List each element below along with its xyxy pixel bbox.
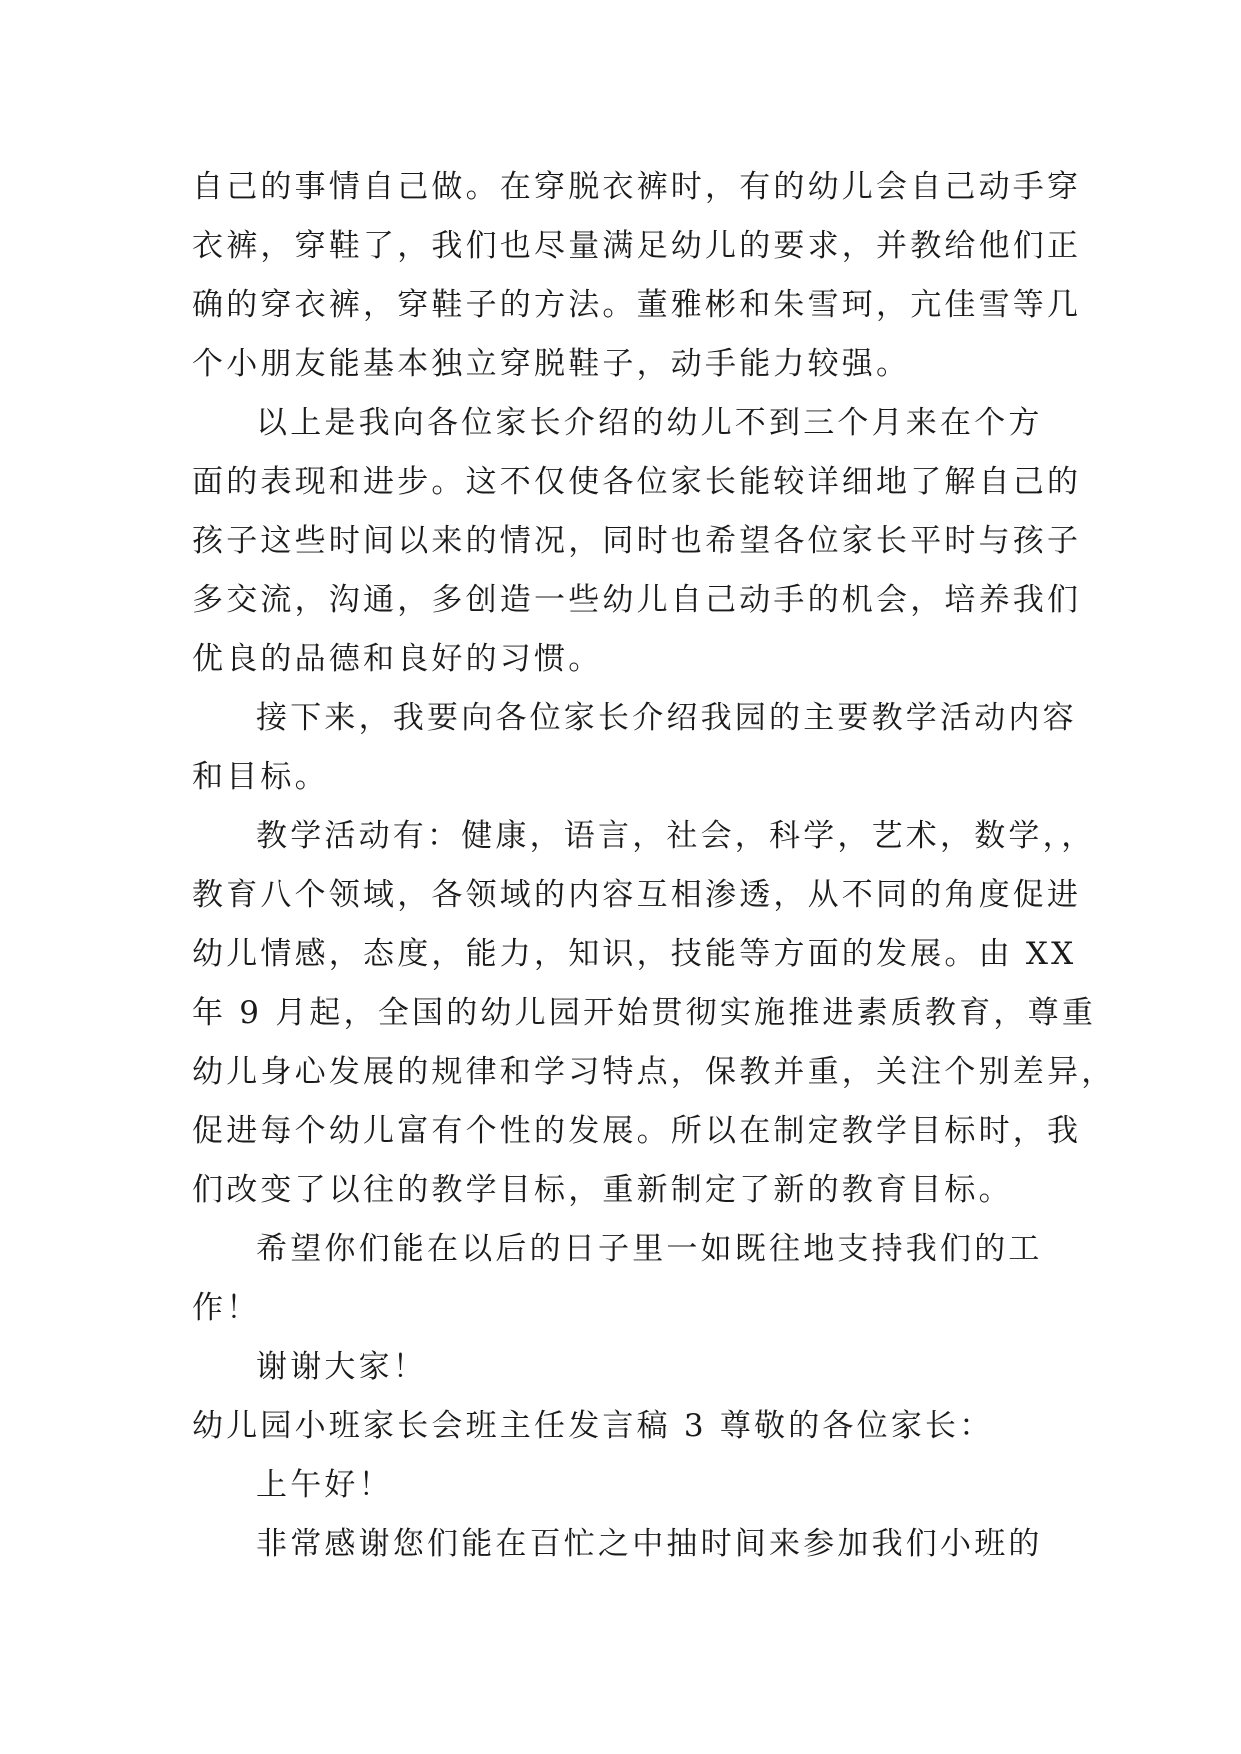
text-line: 上午好！	[256, 1467, 393, 1503]
text-line: 作！	[192, 1290, 261, 1326]
text-line: 孩子这些时间以来的情况，同时也希望各位家长平时与孩子	[192, 523, 1082, 559]
text-line: 多交流，沟通，多创造一些幼儿自己动手的机会，培养我们	[192, 582, 1082, 618]
text-line: 年 9 月起，全国的幼儿园开始贯彻实施推进素质教育，尊重	[192, 995, 1097, 1031]
text-line: 教育八个领域，各领域的内容互相渗透，从不同的角度促进	[192, 877, 1082, 913]
text-line: 们改变了以往的教学目标，重新制定了新的教育目标。	[192, 1172, 1013, 1208]
text-line: 和目标。	[192, 759, 329, 795]
text-line: 幼儿身心发展的规律和学习特点，保教并重，关注个别差异，	[192, 1054, 1116, 1090]
text-line: 幼儿情感，态度，能力，知识，技能等方面的发展。由 XX	[192, 936, 1077, 972]
text-line: 非常感谢您们能在百忙之中抽时间来参加我们小班的	[256, 1526, 1043, 1562]
text-line: 自己的事情自己做。在穿脱衣裤时，有的幼儿会自己动手穿	[192, 169, 1082, 205]
text-line: 个小朋友能基本独立穿脱鞋子，动手能力较强。	[192, 346, 911, 382]
text-line: 优良的品德和良好的习惯。	[192, 641, 603, 677]
text-line: 以上是我向各位家长介绍的幼儿不到三个月来在个方	[256, 405, 1043, 441]
text-line: 幼儿园小班家长会班主任发言稿 3 尊敬的各位家长：	[192, 1408, 994, 1444]
text-line: 接下来，我要向各位家长介绍我园的主要教学活动内容	[256, 700, 1077, 736]
text-line: 谢谢大家！	[256, 1349, 427, 1385]
text-line: 衣裤，穿鞋了，我们也尽量满足幼儿的要求，并教给他们正	[192, 228, 1082, 264]
text-line: 希望你们能在以后的日子里一如既往地支持我们的工	[256, 1231, 1043, 1267]
text-line: 面的表现和进步。这不仅使各位家长能较详细地了解自己的	[192, 464, 1082, 500]
document-body	[192, 158, 1116, 1574]
text-line: 教学活动有：健康，语言，社会，科学，艺术，数学，，	[256, 818, 1096, 854]
text-line: 促进每个幼儿富有个性的发展。所以在制定教学目标时，我	[192, 1113, 1082, 1149]
text-line: 确的穿衣裤，穿鞋子的方法。董雅彬和朱雪珂，亢佳雪等几	[192, 287, 1082, 323]
